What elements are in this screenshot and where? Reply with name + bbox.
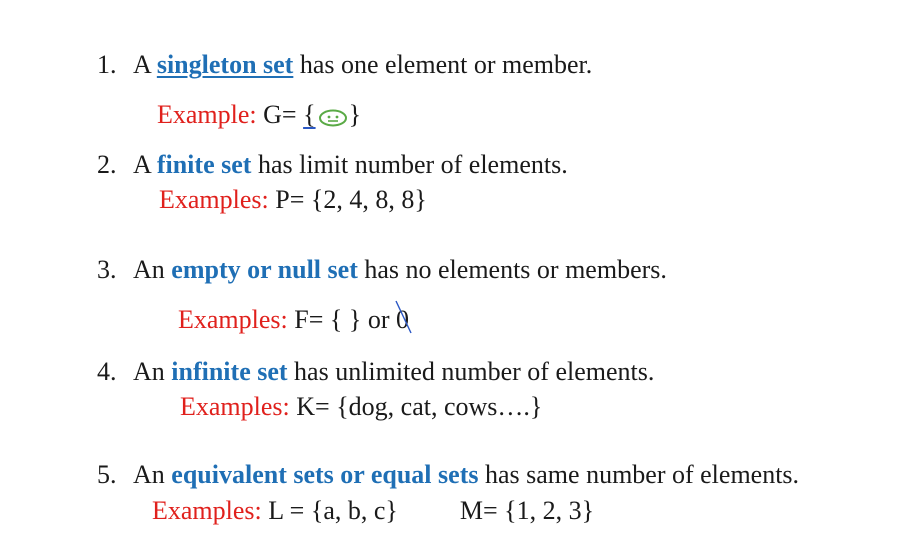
item-1-term: singleton set <box>156 50 294 79</box>
item-3-number: 3. <box>97 255 117 284</box>
item-5-number: 5. <box>97 460 117 489</box>
item-2-number: 2. <box>97 150 117 179</box>
item-1-rest: has one element or member. <box>299 50 593 79</box>
item-3-example-label: Examples: <box>178 305 288 334</box>
item-5-example-text: L = {a, b, c} <box>268 496 398 525</box>
item-5-example-text-2: M= {1, 2, 3} <box>459 496 595 525</box>
item-2-term: finite set <box>156 150 252 179</box>
item-4-example <box>180 392 542 422</box>
item-2-example-text: P= {2, 4, 8, 8} <box>275 185 427 214</box>
item-5-term: equivalent sets or equal sets <box>171 460 479 489</box>
empty-set-symbol <box>396 305 409 335</box>
item-1-example-close-brace: } <box>348 100 362 129</box>
item-4-example-text: K= {dog, cat, cows….} <box>296 392 543 421</box>
item-5-definition <box>97 460 799 490</box>
item-4-rest: has unlimited number of elements. <box>294 357 655 386</box>
item-3-term: empty or null set <box>171 255 358 284</box>
item-4-term: infinite set <box>171 357 288 386</box>
item-2-lead: A <box>133 150 151 179</box>
item-1-example <box>157 100 361 130</box>
item-3-lead: An <box>133 255 165 284</box>
item-3-rest: has no elements or members. <box>364 255 667 284</box>
item-1-lead: A <box>133 50 151 79</box>
item-4-number: 4. <box>97 357 117 386</box>
empty-set-symbol-digit: 0 <box>396 305 410 334</box>
slash-stroke-icon <box>394 299 414 339</box>
item-5-example-label: Examples: <box>152 496 262 525</box>
item-5-example <box>152 496 594 526</box>
item-2-example <box>159 185 427 215</box>
item-1-example-text: G= <box>263 100 304 129</box>
item-4-lead: An <box>133 357 165 386</box>
item-1-example-label: Example: <box>157 100 257 129</box>
item-5-lead: An <box>133 460 165 489</box>
item-2-example-label: Examples: <box>159 185 269 214</box>
item-1-number: 1. <box>97 50 117 79</box>
item-3-example <box>178 305 409 335</box>
item-3-definition <box>97 255 667 285</box>
item-5-rest: has same number of elements. <box>484 460 800 489</box>
smiley-face-icon <box>318 105 348 125</box>
item-3-example-text: F= { } or <box>294 305 397 334</box>
item-4-example-label: Examples: <box>180 392 290 421</box>
item-4-definition <box>97 357 654 387</box>
item-2-definition <box>97 150 568 180</box>
item-1-example-open-brace: { <box>303 100 316 129</box>
item-1-definition <box>97 50 592 80</box>
item-2-rest: has limit number of elements. <box>257 150 568 179</box>
